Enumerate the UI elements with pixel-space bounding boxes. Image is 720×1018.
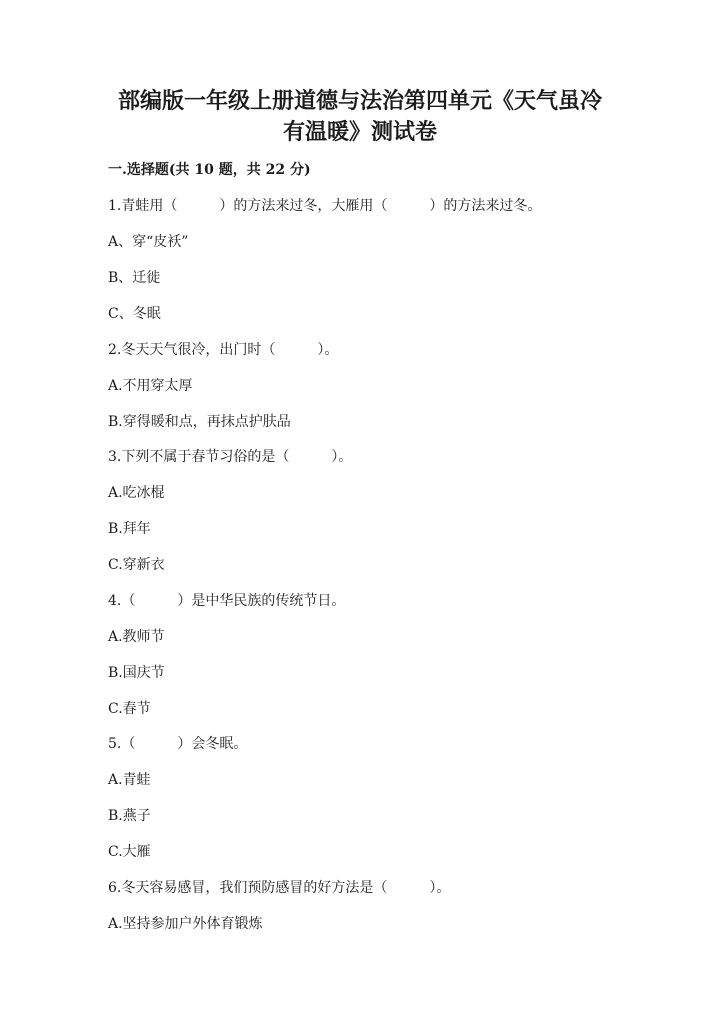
question-3-stem: 3.下列不属于春节习俗的是（ ）。 <box>108 449 353 465</box>
page-title-line-1: 部编版一年级上册道德与法治第四单元《天气虽冷 <box>117 88 602 114</box>
question-4-stem: 4.（ ）是中华民族的传统节日。 <box>108 593 346 609</box>
question-3-option-a: A.吃冰棍 <box>108 485 165 501</box>
question-1-stem: 1.青蛙用（ ）的方法来过冬，大雁用（ ）的方法来过冬。 <box>108 198 542 214</box>
section-heading: 一.选择题(共 10 题，共 22 分) <box>108 162 311 178</box>
page-title-line-2: 有温暖》测试卷 <box>282 119 437 145</box>
question-1-option-c: C、冬眠 <box>108 306 161 322</box>
question-4-option-a: A.教师节 <box>108 629 165 645</box>
question-5-stem: 5.（ ）会冬眠。 <box>108 736 248 752</box>
question-3-option-b: B.拜年 <box>108 521 151 537</box>
question-5-option-a: A.青蛙 <box>108 772 151 788</box>
question-2-option-a: A.不用穿太厚 <box>108 378 193 394</box>
question-6-option-a: A.坚持参加户外体育锻炼 <box>108 916 263 932</box>
question-6-stem: 6.冬天容易感冒，我们预防感冒的好方法是（ ）。 <box>108 880 451 896</box>
question-2-option-b: B.穿得暖和点，再抹点护肤品 <box>108 414 291 430</box>
question-5-option-b: B.燕子 <box>108 808 151 824</box>
question-2-stem: 2.冬天天气很冷，出门时（ ）。 <box>108 342 339 358</box>
question-4-option-b: B.国庆节 <box>108 665 165 681</box>
question-1-option-a: A、穿“皮袄” <box>108 234 189 250</box>
question-3-option-c: C.穿新衣 <box>108 557 165 573</box>
question-5-option-c: C.大雁 <box>108 844 151 860</box>
question-4-option-c: C.春节 <box>108 701 151 717</box>
question-1-option-b: B、迁徙 <box>108 270 161 286</box>
